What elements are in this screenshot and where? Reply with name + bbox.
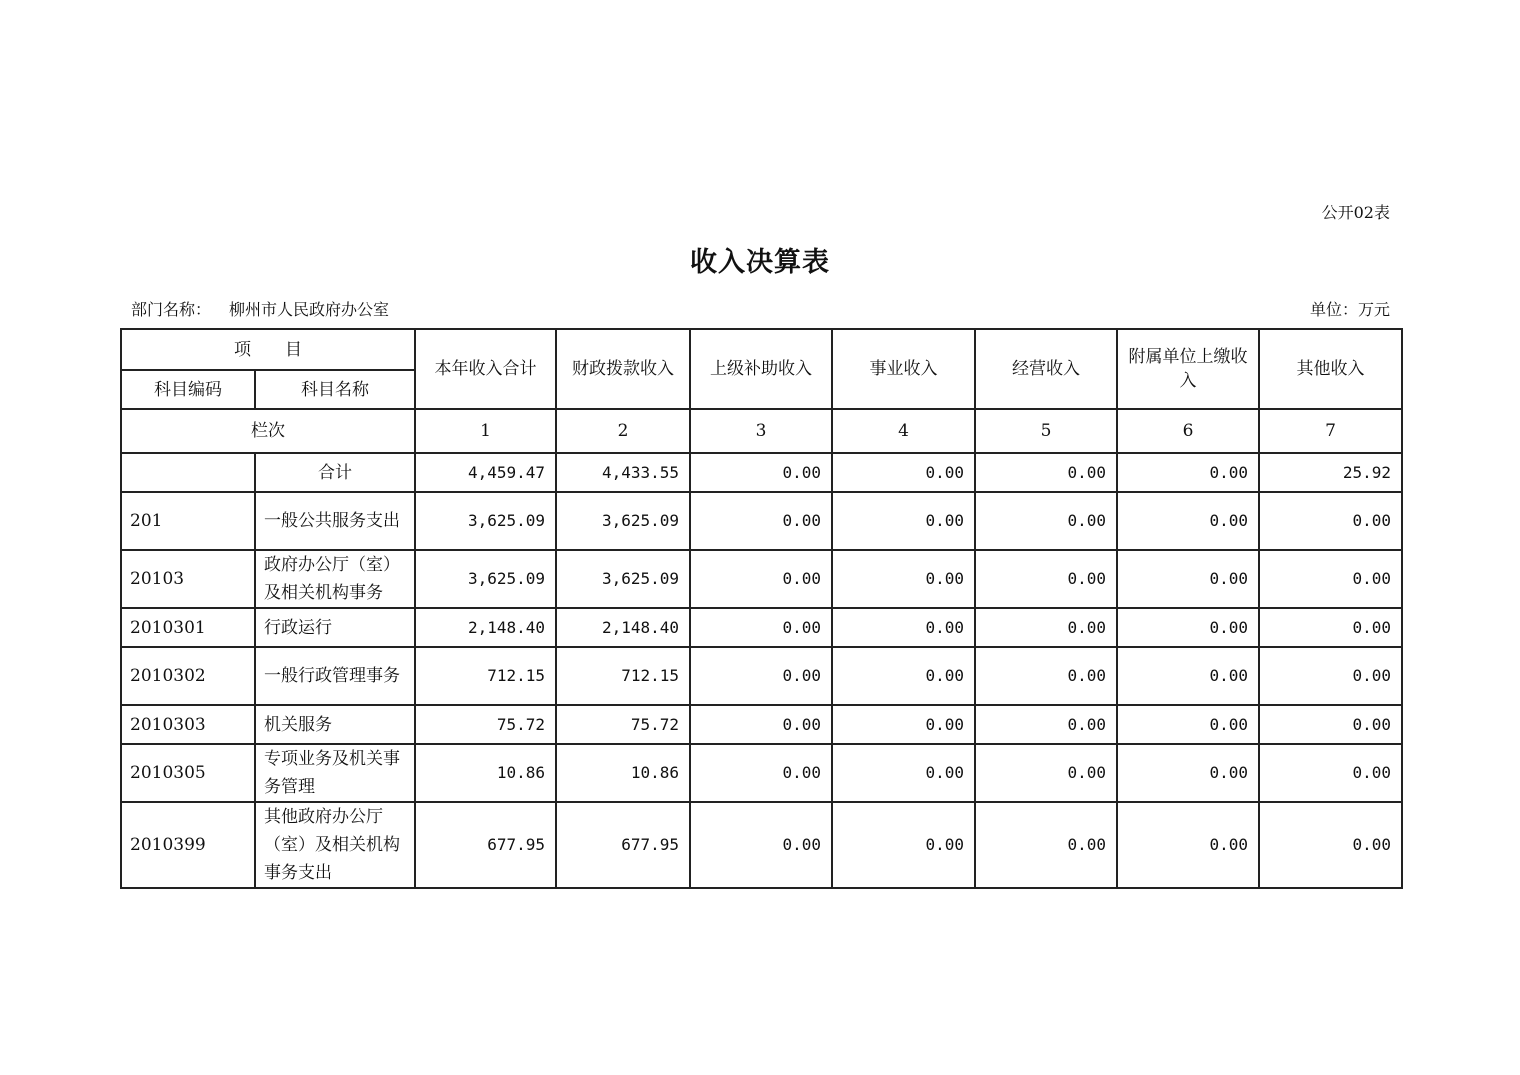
column-line-label: 栏次 — [121, 409, 415, 453]
amount-cell: 0.00 — [975, 744, 1117, 802]
total-value: 0.00 — [690, 453, 832, 492]
column-number: 5 — [975, 409, 1117, 453]
header-col-operating: 经营收入 — [975, 329, 1117, 409]
amount-cell: 712.15 — [415, 647, 556, 705]
amount-cell: 0.00 — [1117, 744, 1259, 802]
amount-cell: 0.00 — [975, 647, 1117, 705]
header-project: 项 目 — [121, 329, 415, 370]
subject-name: 其他政府办公厅（室）及相关机构事务支出 — [255, 802, 415, 888]
total-value: 25.92 — [1259, 453, 1402, 492]
subject-name: 一般行政管理事务 — [255, 647, 415, 705]
header-row-1 — [121, 329, 1402, 370]
total-value: 0.00 — [832, 453, 975, 492]
table-row — [121, 550, 1402, 608]
subject-code: 20103 — [121, 550, 255, 608]
amount-cell: 0.00 — [975, 802, 1117, 888]
amount-cell: 3,625.09 — [415, 492, 556, 550]
total-value: 0.00 — [975, 453, 1117, 492]
total-value: 4,433.55 — [556, 453, 690, 492]
amount-cell: 0.00 — [1117, 492, 1259, 550]
header-col-business: 事业收入 — [832, 329, 975, 409]
amount-cell: 677.95 — [556, 802, 690, 888]
header-subject-code: 科目编码 — [121, 370, 255, 409]
total-row — [121, 453, 1402, 492]
amount-cell: 0.00 — [1117, 550, 1259, 608]
subject-name: 机关服务 — [255, 705, 415, 744]
subject-code: 201 — [121, 492, 255, 550]
amount-cell: 0.00 — [975, 550, 1117, 608]
department-line — [131, 297, 389, 320]
amount-cell: 0.00 — [1259, 550, 1402, 608]
subject-code: 2010302 — [121, 647, 255, 705]
column-number: 2 — [556, 409, 690, 453]
amount-cell: 0.00 — [1117, 705, 1259, 744]
department-label: 部门名称： — [131, 300, 212, 319]
header-col-other: 其他收入 — [1259, 329, 1402, 409]
total-label: 合计 — [255, 453, 415, 492]
amount-cell: 10.86 — [415, 744, 556, 802]
amount-cell: 0.00 — [690, 705, 832, 744]
table-row — [121, 492, 1402, 550]
header-col-total: 本年收入合计 — [415, 329, 556, 409]
department-name: 柳州市人民政府办公室 — [229, 300, 390, 319]
amount-cell: 75.72 — [556, 705, 690, 744]
total-code-cell — [121, 453, 255, 492]
amount-cell: 0.00 — [832, 550, 975, 608]
table-row — [121, 705, 1402, 744]
amount-cell: 0.00 — [1259, 608, 1402, 647]
amount-cell: 0.00 — [832, 705, 975, 744]
subject-code: 2010303 — [121, 705, 255, 744]
amount-cell: 0.00 — [1259, 705, 1402, 744]
amount-cell: 712.15 — [556, 647, 690, 705]
amount-cell: 0.00 — [690, 608, 832, 647]
amount-cell: 0.00 — [1259, 492, 1402, 550]
amount-cell: 0.00 — [975, 608, 1117, 647]
amount-cell: 0.00 — [1259, 802, 1402, 888]
subject-code: 2010399 — [121, 802, 255, 888]
amount-cell: 75.72 — [415, 705, 556, 744]
subject-name: 一般公共服务支出 — [255, 492, 415, 550]
form-code: 公开02表 — [1321, 203, 1390, 222]
amount-cell: 0.00 — [690, 744, 832, 802]
amount-cell: 2,148.40 — [556, 608, 690, 647]
amount-cell: 3,625.09 — [415, 550, 556, 608]
header-col-fiscal: 财政拨款收入 — [556, 329, 690, 409]
amount-cell: 0.00 — [1117, 647, 1259, 705]
header-subject-name: 科目名称 — [255, 370, 415, 409]
total-value: 4,459.47 — [415, 453, 556, 492]
amount-cell: 0.00 — [832, 802, 975, 888]
amount-cell: 2,148.40 — [415, 608, 556, 647]
column-number: 1 — [415, 409, 556, 453]
amount-cell: 0.00 — [1117, 608, 1259, 647]
amount-cell: 0.00 — [690, 802, 832, 888]
amount-cell: 0.00 — [1259, 647, 1402, 705]
amount-cell: 0.00 — [832, 608, 975, 647]
column-number: 7 — [1259, 409, 1402, 453]
amount-cell: 0.00 — [832, 492, 975, 550]
table-row — [121, 744, 1402, 802]
column-number: 3 — [690, 409, 832, 453]
amount-cell: 0.00 — [690, 550, 832, 608]
unit-label: 单位：万元 — [1309, 300, 1390, 319]
amount-cell: 677.95 — [415, 802, 556, 888]
page-title: 收入决算表 — [690, 247, 830, 278]
subject-code: 2010305 — [121, 744, 255, 802]
column-number: 6 — [1117, 409, 1259, 453]
table-row — [121, 647, 1402, 705]
amount-cell: 3,625.09 — [556, 492, 690, 550]
income-final-accounts-table — [120, 328, 1403, 889]
total-value: 0.00 — [1117, 453, 1259, 492]
amount-cell: 0.00 — [975, 705, 1117, 744]
amount-cell: 0.00 — [975, 492, 1117, 550]
amount-cell: 3,625.09 — [556, 550, 690, 608]
amount-cell: 0.00 — [690, 647, 832, 705]
subject-name: 政府办公厅（室）及相关机构事务 — [255, 550, 415, 608]
amount-cell: 0.00 — [832, 744, 975, 802]
amount-cell: 0.00 — [1117, 802, 1259, 888]
subject-name: 行政运行 — [255, 608, 415, 647]
amount-cell: 0.00 — [1259, 744, 1402, 802]
column-number-row — [121, 409, 1402, 453]
subject-name: 专项业务及机关事务管理 — [255, 744, 415, 802]
amount-cell: 0.00 — [690, 492, 832, 550]
amount-cell: 0.00 — [832, 647, 975, 705]
header-col-superior-subsidy: 上级补助收入 — [690, 329, 832, 409]
column-number: 4 — [832, 409, 975, 453]
subject-code: 2010301 — [121, 608, 255, 647]
table-row — [121, 802, 1402, 888]
table-row — [121, 608, 1402, 647]
amount-cell: 10.86 — [556, 744, 690, 802]
header-col-affiliated: 附属单位上缴收入 — [1117, 329, 1259, 409]
